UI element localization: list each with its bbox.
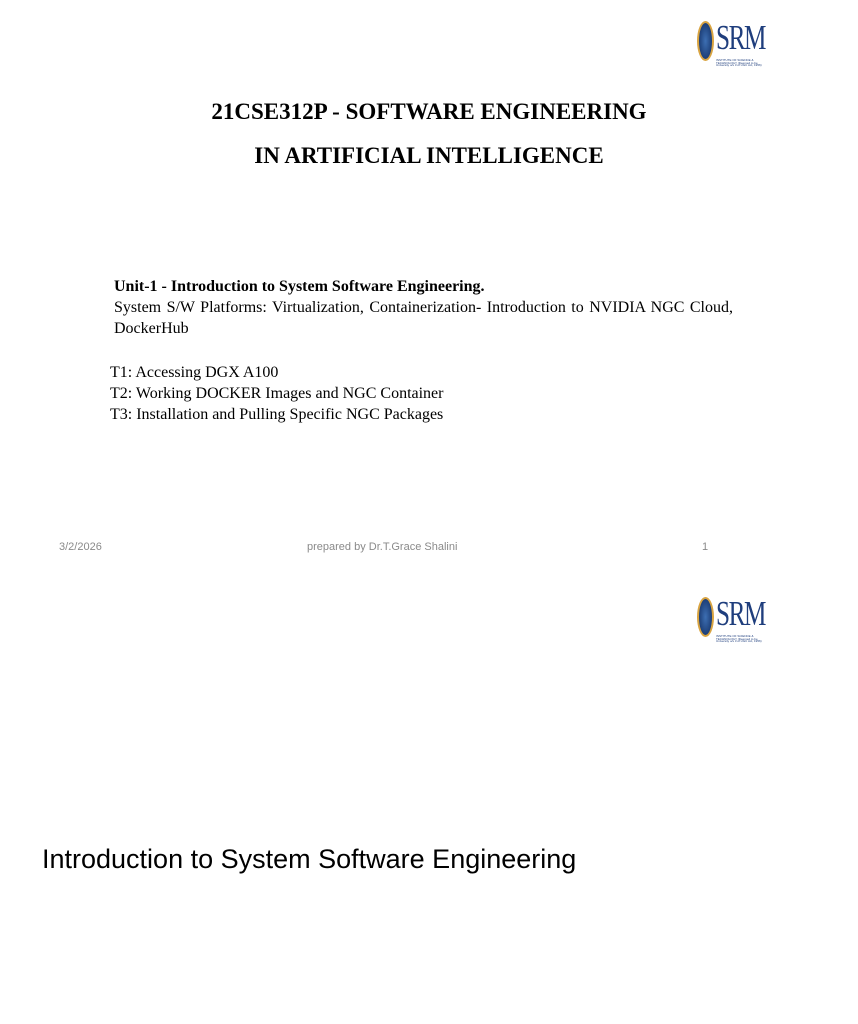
footer-date: 3/2/2026 — [59, 541, 102, 553]
logo-subtitle: INSTITUTE OF SCIENCE & TECHNOLOGY (Deemed to be University u/s 3 of UGC Act, 1956) — [716, 58, 762, 67]
logo-text: SRM — [716, 18, 765, 57]
topic-item: T1: Accessing DGX A100 — [110, 364, 279, 381]
logo-text: SRM — [716, 594, 765, 633]
footer-author: prepared by Dr.T.Grace Shalini — [307, 541, 458, 553]
srm-logo — [697, 594, 763, 642]
topic-item: T2: Working DOCKER Images and NGC Container — [110, 385, 444, 402]
srm-emblem-icon — [697, 21, 714, 61]
logo-subtitle: INSTITUTE OF SCIENCE & TECHNOLOGY (Deemed to be University u/s 3 of UGC Act, 1956) — [716, 634, 762, 643]
unit-heading: Unit-1 - Introduction to System Software Engineering. — [114, 278, 485, 295]
slide-2 — [0, 576, 768, 1024]
srm-emblem-icon — [697, 597, 714, 637]
slide-title: Introduction to System Software Engineering — [42, 844, 577, 874]
course-title-line-1: 21CSE312P - SOFTWARE ENGINEERING — [211, 99, 647, 124]
srm-logo — [697, 18, 763, 66]
course-title-line-2: IN ARTIFICIAL INTELLIGENCE — [254, 143, 604, 168]
unit-block — [114, 276, 733, 339]
unit-description: System S/W Platforms: Virtualization, Containerization- Introduction to NVIDIA NGC Cloud, DockerHub — [114, 299, 733, 337]
topic-list — [110, 362, 443, 425]
footer-page-number: 1 — [702, 541, 709, 553]
topic-item: T3: Installation and Pulling Specific NGC Packages — [110, 406, 444, 423]
